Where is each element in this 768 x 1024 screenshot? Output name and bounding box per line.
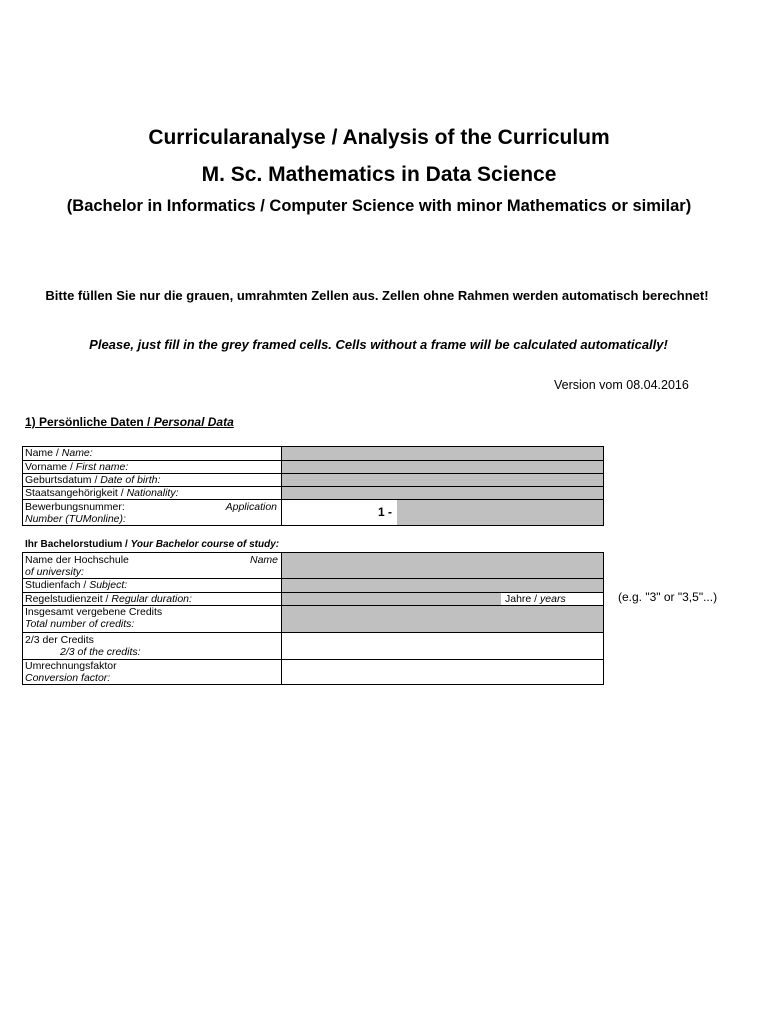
program-title: M. Sc. Mathematics in Data Science — [201, 163, 557, 186]
label-date-of-birth: Geburtsdatum / Date of birth: — [23, 474, 282, 486]
section-title-de: 1) Persönliche Daten / — [25, 415, 154, 429]
label-two-thirds-credits: 2/3 der Credits 2/3 of the credits: — [23, 633, 282, 659]
row-conversion-factor — [23, 660, 603, 684]
input-university[interactable] — [282, 553, 603, 578]
row-two-thirds-credits — [23, 633, 603, 660]
two-thirds-credits-value — [282, 633, 603, 659]
input-date-of-birth[interactable] — [282, 474, 603, 486]
application-prefix: 1 - — [378, 505, 393, 519]
version-label: Version vom 08.04.2016 — [554, 378, 689, 392]
application-number-cell — [282, 500, 603, 525]
section-bachelor-heading: Ihr Bachelorstudium / Your Bachelor course of study: — [25, 539, 280, 550]
row-date-of-birth — [23, 474, 603, 487]
conversion-factor-value — [282, 660, 603, 684]
input-name[interactable] — [282, 447, 603, 460]
bachelor-table — [22, 552, 604, 685]
input-subject[interactable] — [282, 579, 603, 592]
row-university — [23, 553, 603, 579]
row-subject — [23, 579, 603, 593]
label-first-name: Vorname / First name: — [23, 461, 282, 473]
row-first-name — [23, 461, 603, 474]
label-conversion-factor: Umrechnungsfaktor Conversion factor: — [23, 660, 282, 684]
input-nationality[interactable] — [282, 487, 603, 499]
personal-data-table — [22, 446, 604, 526]
input-total-credits[interactable] — [282, 606, 603, 632]
duration-hint: (e.g. "3" or "3,5"...) — [618, 590, 718, 604]
label-application-number: Bewerbungsnummer: Application Number (TUMonline): — [23, 500, 282, 525]
section-title-en: Personal Data — [153, 415, 234, 429]
row-nationality — [23, 487, 603, 500]
label-subject: Studienfach / Subject: — [23, 579, 282, 592]
row-application-number — [23, 500, 603, 525]
section-personal-data-heading — [25, 415, 234, 429]
label-nationality: Staatsangehörigkeit / Nationality: — [23, 487, 282, 499]
label-university: Name der Hochschule Name of university: — [23, 553, 282, 578]
duration-unit: Jahre / years — [505, 593, 566, 605]
input-application-number[interactable] — [397, 500, 603, 525]
label-name: Name / Name: — [23, 447, 282, 460]
row-regular-duration — [23, 593, 603, 606]
regular-duration-cell — [282, 593, 603, 605]
row-name — [23, 447, 603, 461]
input-first-name[interactable] — [282, 461, 603, 473]
label-total-credits: Insgesamt vergebene Credits Total number of credits: — [23, 606, 282, 632]
page-title: Curricularanalyse / Analysis of the Curriculum — [148, 126, 610, 149]
instruction-english: Please, just fill in the grey framed cells. Cells without a frame will be calculated automatically! — [89, 337, 668, 352]
program-subtitle: (Bachelor in Informatics / Computer Science with minor Mathematics or similar) — [66, 197, 692, 215]
input-regular-duration[interactable] — [282, 593, 501, 605]
label-regular-duration: Regelstudienzeit / Regular duration: — [23, 593, 282, 605]
row-total-credits — [23, 606, 603, 633]
instruction-german: Bitte füllen Sie nur die grauen, umrahmten Zellen aus. Zellen ohne Rahmen werden automatisch berechnet! — [45, 288, 709, 303]
